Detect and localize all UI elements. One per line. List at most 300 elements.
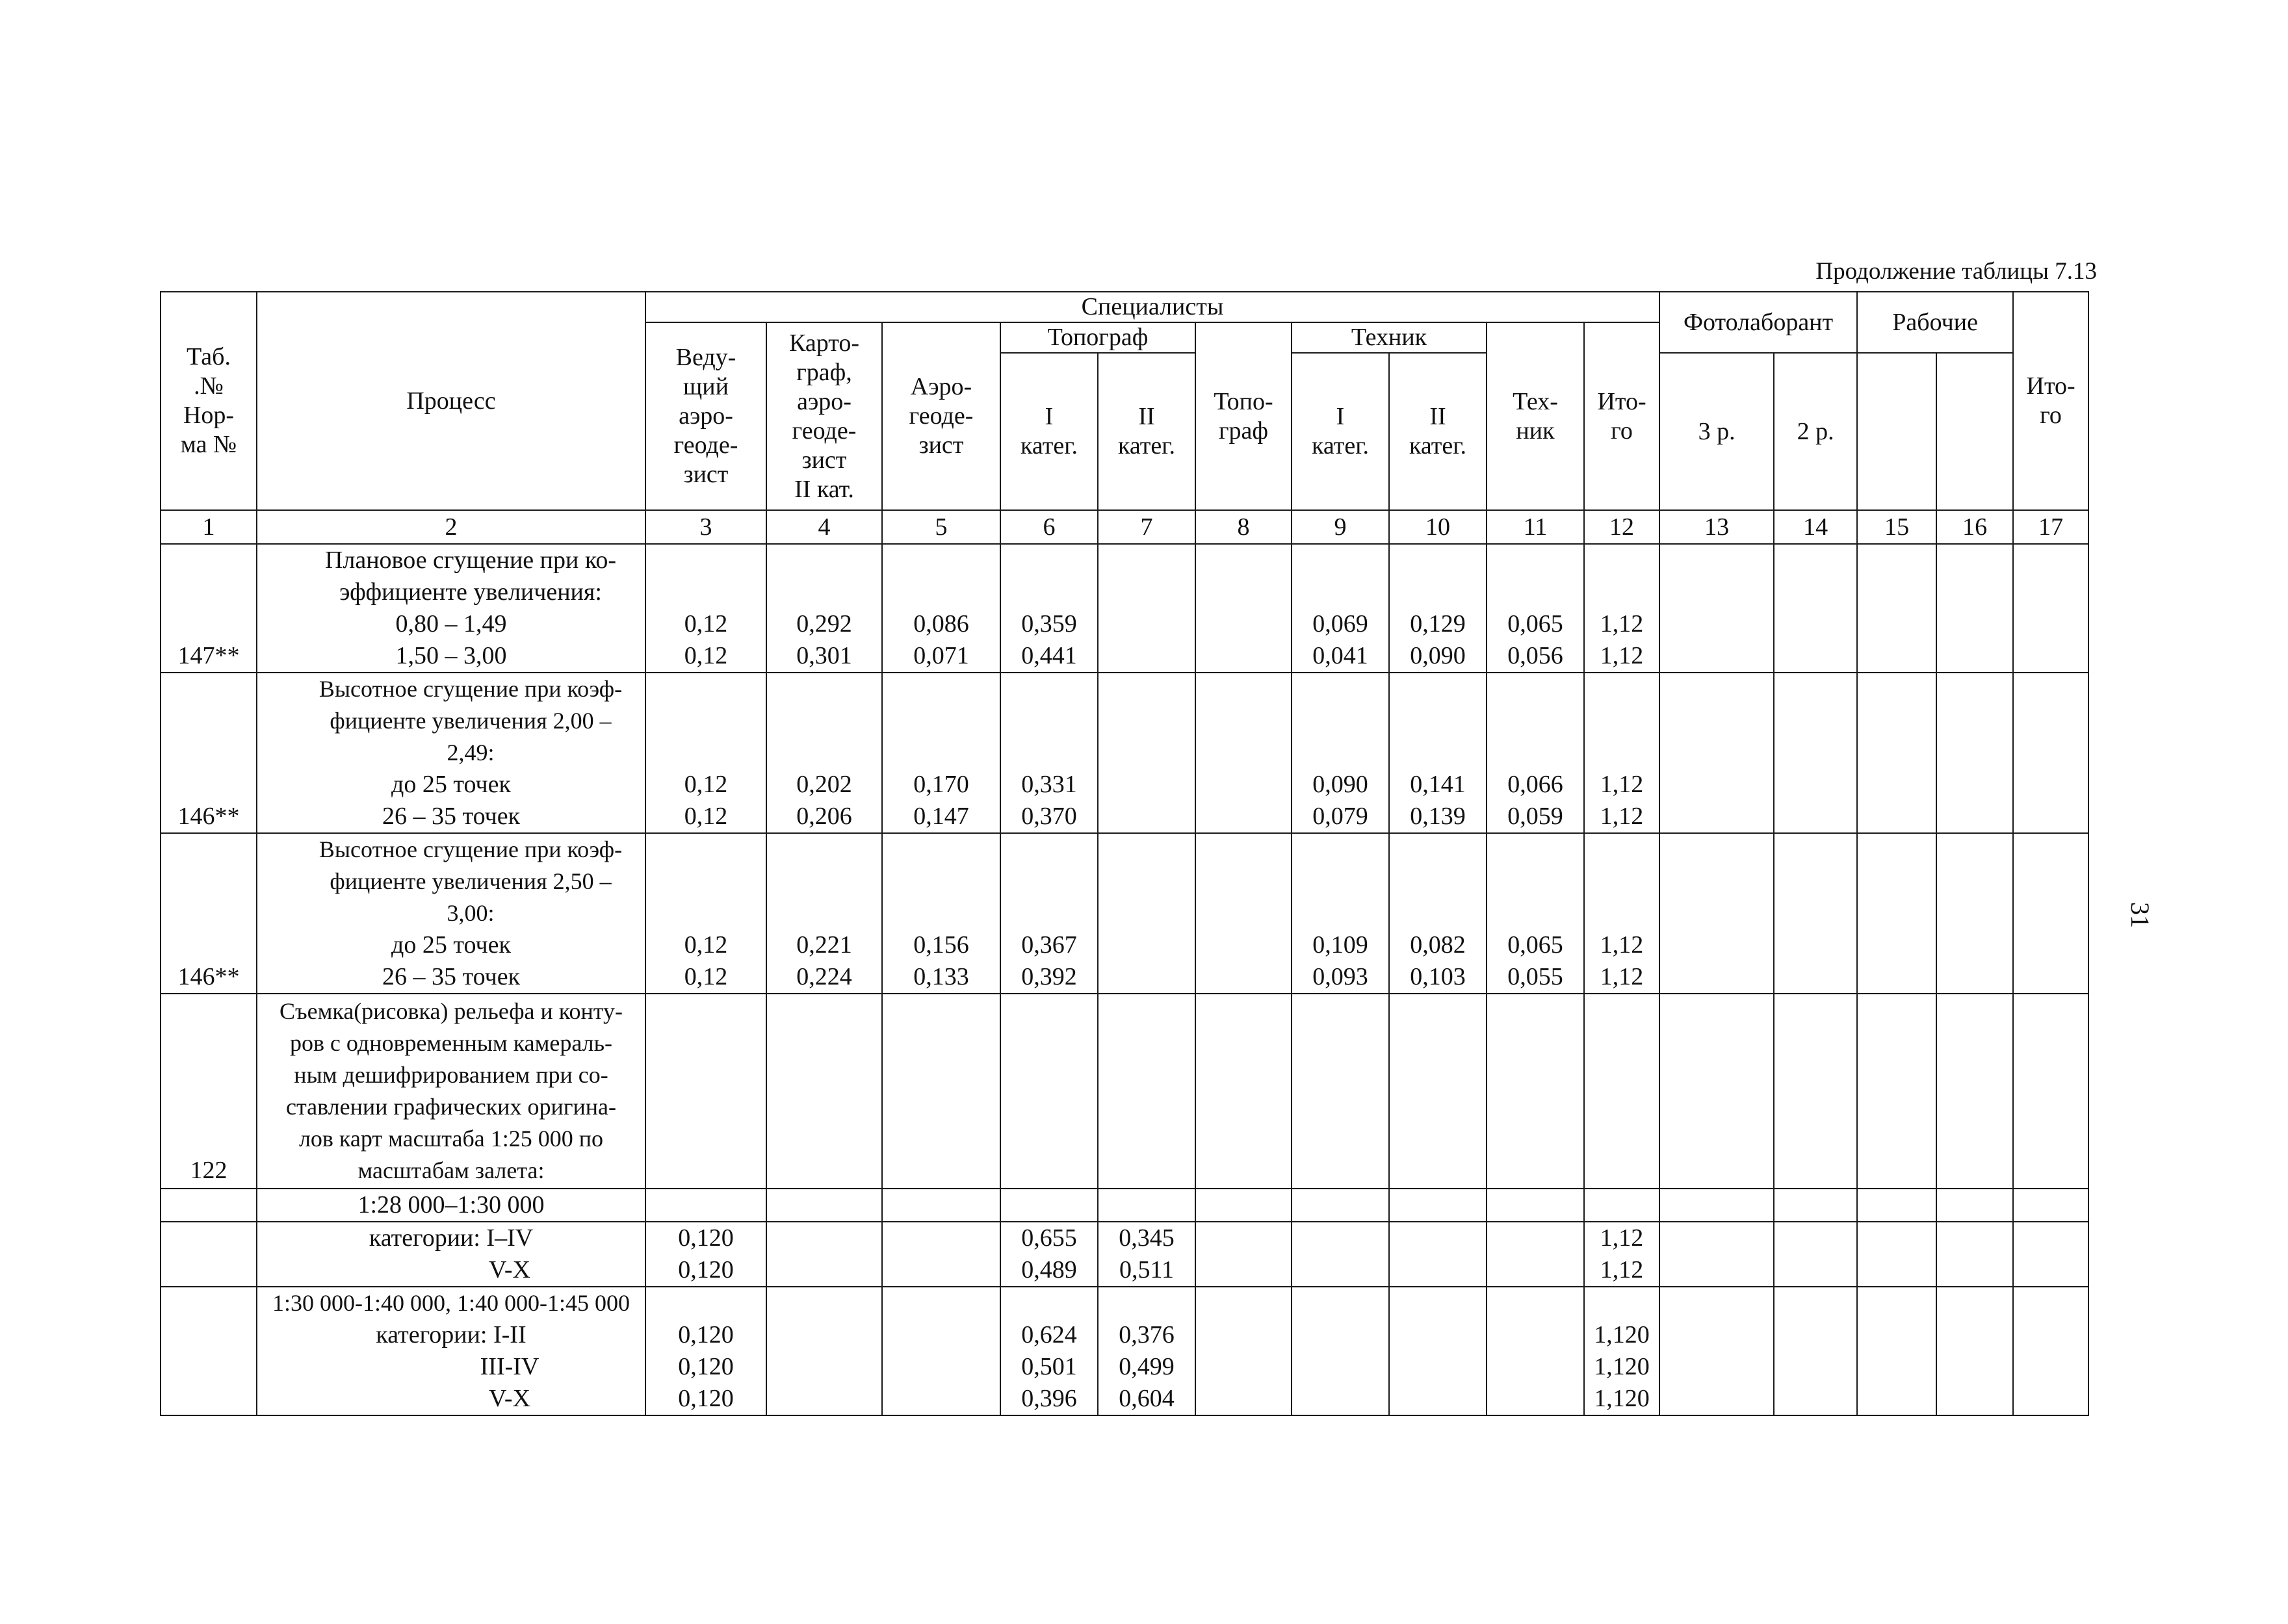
cell-line: фициенте увеличения 2,00 – (330, 708, 612, 734)
cell-line: 0,301 (796, 642, 852, 669)
process-cell (257, 1189, 645, 1222)
value-cell (1487, 833, 1584, 994)
header-total-specialists (1584, 322, 1659, 510)
cell-line (1394, 1383, 1482, 1415)
cell-line: 0,170 (913, 771, 969, 798)
norm-cell (161, 833, 257, 994)
header-line: геоде- (673, 432, 738, 459)
cell-line: 0,086 (913, 610, 969, 638)
cell-line: 1,50 – 3,00 (395, 642, 507, 669)
cell-line: 0,156 (913, 931, 969, 959)
cell-line (1491, 673, 1580, 705)
cell-line (1589, 545, 1655, 576)
cell-line: 146** (177, 963, 240, 990)
cell-line: 0,12 (684, 931, 728, 959)
value-cell (1098, 673, 1195, 833)
column-number: 5 (882, 510, 1000, 544)
empty-cell (1584, 994, 1659, 1189)
column-number: 1 (161, 510, 257, 544)
cell-line (1005, 866, 1093, 897)
cell-line (1102, 705, 1191, 737)
cell-line (1102, 608, 1191, 640)
cell-line (1102, 866, 1191, 897)
cell-line (1394, 1287, 1482, 1319)
cell-line (1589, 834, 1655, 866)
value-cell (1098, 833, 1195, 994)
column-number: 3 (645, 510, 766, 544)
empty-cell (1659, 544, 1774, 673)
header-line: аэро- (797, 387, 852, 415)
empty-cell (1389, 1189, 1487, 1222)
header-lead-aerogeodesist (645, 322, 766, 510)
cell-line (1005, 673, 1093, 705)
header-technician-group: Техник (1292, 322, 1487, 353)
empty-cell (1000, 1189, 1098, 1222)
empty-cell (1195, 1189, 1292, 1222)
cell-line (771, 866, 878, 897)
cell-line: 1:28 000–1:30 000 (358, 1191, 545, 1218)
value-cell (645, 1287, 766, 1415)
process-cell (257, 1222, 645, 1287)
cell-line: 1,12 (1600, 1256, 1644, 1283)
cell-line (771, 705, 878, 737)
cell-line: 0,202 (796, 771, 852, 798)
empty-cell (1774, 1222, 1857, 1287)
cell-line (1296, 1222, 1384, 1254)
value-cell (1098, 1222, 1195, 1287)
cell-line (771, 737, 878, 769)
cell-line (1491, 576, 1580, 608)
cell-line (1102, 640, 1191, 672)
table-row (161, 673, 2088, 833)
value-cell (1487, 1287, 1584, 1415)
cell-line (165, 1123, 252, 1155)
empty-cell (2013, 1222, 2088, 1287)
value-cell (1195, 1222, 1292, 1287)
cell-line (1200, 769, 1287, 801)
header-line: катег. (1409, 432, 1467, 459)
cell-line: 1,12 (1600, 803, 1644, 830)
cell-line (1296, 1383, 1384, 1415)
cell-line: фициенте увеличения 2,50 – (330, 868, 612, 894)
cell-line (165, 1222, 252, 1254)
table-caption: Продолжение таблицы 7.13 (1815, 258, 2097, 285)
cell-line: категории: I-II (376, 1321, 526, 1348)
cell-line (1102, 673, 1191, 705)
cell-line (165, 834, 252, 866)
empty-cell (1098, 1189, 1195, 1222)
empty-cell (1936, 833, 2013, 994)
cell-line: 0,12 (684, 610, 728, 638)
header-cartographer (766, 322, 882, 510)
cell-line (650, 545, 762, 576)
cell-line: 0,120 (678, 1385, 734, 1412)
cell-line (1200, 673, 1287, 705)
value-cell (1000, 1222, 1098, 1287)
cell-line: 0,066 (1507, 771, 1563, 798)
cell-line: 0,501 (1021, 1353, 1077, 1380)
cell-line (887, 576, 996, 608)
value-cell (1292, 673, 1389, 833)
cell-line: 26 – 35 точек (382, 803, 521, 830)
cell-line (650, 897, 762, 929)
cell-line: 0,80 – 1,49 (395, 610, 507, 638)
header-line: II (1138, 403, 1155, 430)
cell-line: 0,041 (1312, 642, 1368, 669)
header-line: го (1611, 417, 1633, 445)
header-photolab: Фотолаборант (1659, 292, 1857, 353)
norm-cell (161, 544, 257, 673)
cell-line (1394, 705, 1482, 737)
empty-cell (1936, 673, 2013, 833)
header-tech-cat1 (1292, 353, 1389, 510)
empty-cell (1659, 833, 1774, 994)
cell-line: 0,396 (1021, 1385, 1077, 1412)
header-line: II кат. (794, 475, 854, 503)
cell-line (1491, 1319, 1580, 1351)
header-line: Ито- (2026, 372, 2075, 400)
cell-line: 0,206 (796, 803, 852, 830)
header-line: .№ (194, 372, 224, 400)
cell-line (1005, 1287, 1093, 1319)
cell-line (1394, 866, 1482, 897)
cell-line (1102, 929, 1191, 961)
empty-cell (1292, 994, 1389, 1189)
cell-line: 0,059 (1507, 803, 1563, 830)
cell-line (887, 1383, 996, 1415)
cell-line: 0,370 (1021, 803, 1077, 830)
cell-line (1589, 576, 1655, 608)
value-cell (1584, 544, 1659, 673)
header-photo-3r: 3 р. (1659, 353, 1774, 510)
cell-line (650, 576, 762, 608)
cell-line: масштабам залета: (358, 1157, 545, 1183)
cell-line (887, 1351, 996, 1383)
cell-line (1200, 929, 1287, 961)
cell-line (1200, 705, 1287, 737)
cell-line: 0,12 (684, 963, 728, 990)
cell-line (887, 545, 996, 576)
value-cell (1000, 833, 1098, 994)
column-number: 17 (2013, 510, 2088, 544)
cell-line: 0,055 (1507, 963, 1563, 990)
cell-line (1491, 1222, 1580, 1254)
cell-line (165, 737, 252, 769)
cell-line: 0,224 (796, 963, 852, 990)
cell-line (1589, 866, 1655, 897)
value-cell (1195, 544, 1292, 673)
cell-line (1200, 897, 1287, 929)
cell-line: категории: I–IV (369, 1224, 534, 1252)
cell-line (1491, 866, 1580, 897)
cell-line: 146** (177, 803, 240, 830)
page-number: 31 (2126, 902, 2155, 928)
header-workers: Рабочие (1857, 292, 2013, 353)
cell-line (1394, 834, 1482, 866)
norm-cell (161, 1287, 257, 1415)
cell-line: до 25 точек (391, 771, 511, 798)
empty-cell (1936, 544, 2013, 673)
cell-line (771, 1222, 878, 1254)
empty-cell (1000, 994, 1098, 1189)
header-line: зист (918, 432, 964, 459)
process-cell (257, 673, 645, 833)
cell-line: 0,082 (1410, 931, 1466, 959)
value-cell (645, 1222, 766, 1287)
header-tech-cat2 (1389, 353, 1487, 510)
header-line: геоде- (792, 417, 857, 445)
cell-line: 1:30 000-1:40 000, 1:40 000-1:45 000 (272, 1290, 630, 1316)
value-cell (1389, 833, 1487, 994)
header-specialists: Специалисты (645, 292, 1659, 322)
empty-cell (2013, 1287, 2088, 1415)
header-line: II (1429, 403, 1446, 430)
cell-line: 0,065 (1507, 931, 1563, 959)
cell-line: 0,655 (1021, 1224, 1077, 1252)
value-cell (1098, 544, 1195, 673)
cell-line (887, 673, 996, 705)
cell-line (1102, 576, 1191, 608)
column-number: 2 (257, 510, 645, 544)
cell-line (1005, 834, 1093, 866)
value-cell (1389, 673, 1487, 833)
cell-line: 1,12 (1600, 771, 1644, 798)
value-cell (1487, 1222, 1584, 1287)
cell-line (771, 834, 878, 866)
cell-line (1394, 1319, 1482, 1351)
cell-line (887, 866, 996, 897)
cell-line (771, 576, 878, 608)
empty-cell (1659, 1189, 1774, 1222)
cell-line: 0,624 (1021, 1321, 1077, 1348)
cell-line: 26 – 35 точек (382, 963, 521, 990)
cell-line (771, 1319, 878, 1351)
cell-line (650, 737, 762, 769)
header-workers-col15 (1857, 353, 1936, 510)
empty-cell (1857, 544, 1936, 673)
cell-line (1200, 576, 1287, 608)
cell-line: ров с одновременным камераль- (289, 1030, 613, 1056)
value-cell (645, 833, 766, 994)
value-cell (766, 833, 882, 994)
cell-line: 0,12 (684, 642, 728, 669)
table-row (161, 1287, 2088, 1415)
cell-line (887, 1222, 996, 1254)
empty-cell (882, 994, 1000, 1189)
cell-line (1491, 545, 1580, 576)
cell-line (771, 673, 878, 705)
cell-line (165, 576, 252, 608)
norms-table (160, 291, 2089, 1416)
cell-line (771, 1383, 878, 1415)
cell-line (1589, 705, 1655, 737)
cell-line (771, 545, 878, 576)
cell-line: 0,120 (678, 1224, 734, 1252)
header-line: I (1336, 403, 1345, 430)
empty-cell (1659, 673, 1774, 833)
cell-line (1589, 673, 1655, 705)
cell-line (887, 705, 996, 737)
value-cell (1195, 833, 1292, 994)
cell-line (165, 866, 252, 897)
value-cell (766, 673, 882, 833)
cell-line (1394, 545, 1482, 576)
table-row (161, 1189, 2088, 1222)
header-line: Тех- (1513, 387, 1558, 415)
cell-line (1491, 1287, 1580, 1319)
cell-line (1200, 834, 1287, 866)
cell-line (165, 1091, 252, 1123)
header-line: Топо- (1214, 387, 1273, 415)
cell-line (771, 1287, 878, 1319)
cell-line: Высотное сгущение при коэф- (318, 836, 623, 862)
value-cell (1000, 544, 1098, 673)
cell-line: 0,071 (913, 642, 969, 669)
empty-cell (1936, 1287, 2013, 1415)
header-line: граф (1218, 417, 1269, 445)
value-cell (1487, 673, 1584, 833)
cell-line (1005, 705, 1093, 737)
cell-line (1102, 737, 1191, 769)
cell-line (1102, 834, 1191, 866)
cell-line (771, 1254, 878, 1286)
cell-line: 0,120 (678, 1321, 734, 1348)
cell-line (1296, 545, 1384, 576)
cell-line (1394, 897, 1482, 929)
header-process: Процесс (257, 292, 645, 510)
empty-cell (1774, 1189, 1857, 1222)
cell-line: 0,090 (1410, 642, 1466, 669)
cell-line: 0,141 (1410, 771, 1466, 798)
norm-cell (161, 673, 257, 833)
header-line: щий (683, 373, 729, 400)
header-line: аэро- (679, 402, 733, 430)
cell-line (1200, 1351, 1287, 1383)
cell-line: 0,331 (1021, 771, 1077, 798)
cell-line: 0,133 (913, 963, 969, 990)
header-line: ник (1516, 417, 1555, 445)
column-number: 11 (1487, 510, 1584, 544)
cell-line (1589, 1287, 1655, 1319)
cell-line (165, 673, 252, 705)
empty-cell (1098, 994, 1195, 1189)
value-cell (1584, 673, 1659, 833)
header-tab-norm (161, 292, 257, 510)
empty-cell (1936, 1189, 2013, 1222)
empty-cell (1774, 673, 1857, 833)
column-number: 8 (1195, 510, 1292, 544)
cell-line: 1,120 (1594, 1353, 1650, 1380)
empty-cell (1857, 833, 1936, 994)
column-number: 14 (1774, 510, 1857, 544)
header-workers-col16 (1936, 353, 2013, 510)
header-line: геоде- (909, 402, 974, 430)
empty-cell (1774, 544, 1857, 673)
cell-line: лов карт масштаба 1:25 000 по (298, 1126, 604, 1152)
value-cell (645, 673, 766, 833)
cell-line: 122 (190, 1157, 228, 1184)
empty-cell (1659, 1287, 1774, 1415)
cell-line: 1,120 (1594, 1321, 1650, 1348)
empty-cell (2013, 994, 2088, 1189)
header-line: катег. (1311, 432, 1370, 459)
empty-cell (645, 994, 766, 1189)
norm-cell (161, 994, 257, 1189)
cell-line: 0,109 (1312, 931, 1368, 959)
process-cell (257, 544, 645, 673)
cell-line (1200, 961, 1287, 993)
header-line: катег. (1117, 432, 1176, 459)
value-cell (1195, 1287, 1292, 1415)
cell-line: 0,392 (1021, 963, 1077, 990)
cell-line (1491, 705, 1580, 737)
value-cell (1584, 1287, 1659, 1415)
value-cell (1000, 1287, 1098, 1415)
cell-line: 0,103 (1410, 963, 1466, 990)
cell-line (1005, 576, 1093, 608)
empty-cell (1774, 1287, 1857, 1415)
cell-line (1200, 1319, 1287, 1351)
header-line: Таб. (187, 343, 231, 370)
value-cell (1389, 1287, 1487, 1415)
value-cell (1292, 1287, 1389, 1415)
process-cell (257, 833, 645, 994)
cell-line: 0,367 (1021, 931, 1077, 959)
cell-line: 0,489 (1021, 1256, 1077, 1283)
empty-cell (1659, 1222, 1774, 1287)
cell-line (887, 737, 996, 769)
cell-line (1491, 1383, 1580, 1415)
empty-cell (1936, 1222, 2013, 1287)
cell-line (1296, 866, 1384, 897)
header-line: Веду- (675, 344, 736, 371)
empty-cell (645, 1189, 766, 1222)
empty-cell (2013, 833, 2088, 994)
cell-line (1394, 673, 1482, 705)
empty-cell (1857, 1189, 1936, 1222)
value-cell (1195, 673, 1292, 833)
cell-line: Плановое сгущение при ко- (324, 547, 617, 574)
cell-line (1200, 545, 1287, 576)
cell-line (1102, 961, 1191, 993)
cell-line (1589, 897, 1655, 929)
empty-cell (1487, 1189, 1584, 1222)
header-photo-2r: 2 р. (1774, 353, 1857, 510)
header-topo-cat2 (1098, 353, 1195, 510)
cell-line (165, 705, 252, 737)
empty-cell (1487, 994, 1584, 1189)
cell-line: 0,120 (678, 1256, 734, 1283)
value-cell (1292, 833, 1389, 994)
empty-cell (882, 1189, 1000, 1222)
column-number: 12 (1584, 510, 1659, 544)
cell-line (1394, 737, 1482, 769)
cell-line: 0,147 (913, 803, 969, 830)
empty-cell (1659, 994, 1774, 1189)
cell-line: 147** (177, 642, 240, 669)
value-cell (1584, 833, 1659, 994)
cell-line: 0,604 (1119, 1385, 1175, 1412)
cell-line: 0,093 (1312, 963, 1368, 990)
value-cell (882, 1222, 1000, 1287)
table-row (161, 994, 2088, 1189)
cell-line: V-X (488, 1385, 531, 1412)
empty-cell (1774, 833, 1857, 994)
cell-line (1296, 705, 1384, 737)
cell-line: 0,139 (1410, 803, 1466, 830)
cell-line (1005, 545, 1093, 576)
value-cell (1389, 544, 1487, 673)
